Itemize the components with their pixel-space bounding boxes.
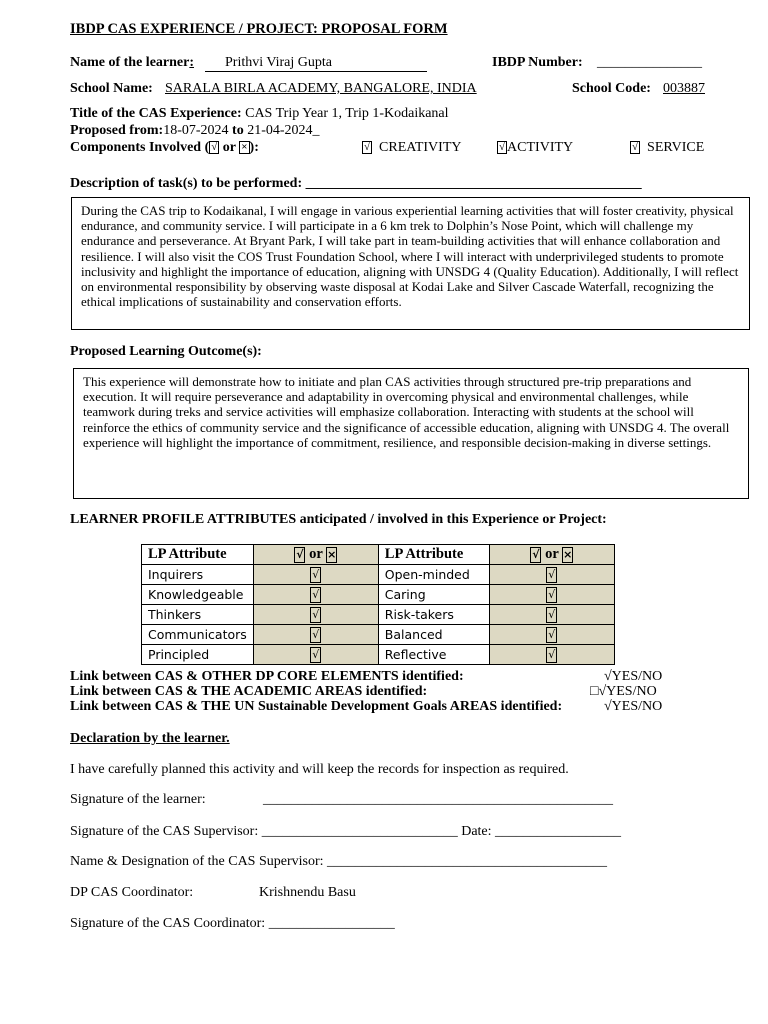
components-label: Components Involved ( √ or × ): bbox=[70, 140, 259, 155]
outcomes-box[interactable] bbox=[73, 368, 749, 499]
coordinator-signature-field[interactable]: __________________ bbox=[268, 916, 395, 931]
lp-attribute-name: Knowledgeable bbox=[142, 585, 254, 605]
date-to: 21-04-2024_ bbox=[247, 123, 320, 138]
description-box[interactable] bbox=[71, 197, 750, 330]
learner-name-value: Prithvi Viraj Gupta bbox=[225, 55, 333, 70]
lp-attribute-name: Inquirers bbox=[142, 565, 254, 585]
lp-header-check: √ or × bbox=[489, 545, 614, 565]
component-activity[interactable]: √ ACTIVITY bbox=[499, 140, 574, 155]
date-field[interactable]: __________________ bbox=[495, 824, 622, 839]
lp-attribute-name: Caring bbox=[378, 585, 489, 605]
date-from: 18-07-2024 bbox=[163, 123, 229, 138]
ibdp-number-blank[interactable]: _______________ bbox=[597, 55, 702, 70]
lp-header-check: √ or × bbox=[253, 545, 378, 565]
lp-attribute-name: Communicators bbox=[142, 625, 254, 645]
coordinator-label: DP CAS Coordinator: bbox=[70, 885, 194, 900]
check-icon: √ bbox=[548, 608, 556, 621]
lp-attribute-name: Balanced bbox=[378, 625, 489, 645]
check-icon: √ bbox=[312, 588, 320, 601]
ibdp-number-label: IBDP Number: bbox=[492, 55, 583, 70]
lp-check-cell[interactable] bbox=[253, 565, 378, 585]
outcomes-label: Proposed Learning Outcome(s): bbox=[70, 344, 262, 359]
lp-row bbox=[142, 585, 615, 605]
lp-check-cell[interactable] bbox=[253, 645, 378, 665]
link-academic-answer[interactable]: □√YES/NO bbox=[590, 684, 657, 699]
learner-signature-label: Signature of the learner: bbox=[70, 792, 206, 807]
lp-check-cell[interactable] bbox=[253, 625, 378, 645]
supervisor-name-field[interactable]: ________________________________________ bbox=[327, 854, 608, 869]
coordinator-name: Krishnendu Basu bbox=[259, 885, 356, 900]
description-label: Description of task(s) to be performed: ________________________________________________ bbox=[70, 176, 642, 191]
check-icon: √ bbox=[312, 648, 320, 661]
check-icon: √ bbox=[312, 628, 320, 641]
declaration-statement: I have carefully planned this activity and will keep the records for inspection as required. bbox=[70, 762, 569, 777]
link-core-label: Link between CAS & OTHER DP CORE ELEMENTS identified: bbox=[70, 669, 464, 684]
school-code-value: 003887 bbox=[663, 81, 705, 96]
lp-attribute-name: Thinkers bbox=[142, 605, 254, 625]
lp-heading: LEARNER PROFILE ATTRIBUTES anticipated / involved in this Experience or Project: bbox=[70, 512, 607, 527]
school-name-value: SARALA BIRLA ACADEMY, BANGALORE, INDIA bbox=[165, 81, 477, 96]
lp-attribute-name: Reflective bbox=[378, 645, 489, 665]
school-name-label: School Name: bbox=[70, 81, 153, 96]
lp-row bbox=[142, 565, 615, 585]
learner-name-label: Name of the learner: bbox=[70, 55, 195, 70]
experience-title-value: CAS Trip Year 1, Trip 1-Kodaikanal bbox=[245, 106, 449, 121]
check-icon: √ bbox=[548, 588, 556, 601]
declaration-heading: Declaration by the learner. bbox=[70, 731, 230, 746]
proposed-dates: Proposed from:18-07-2024 to 21-04-2024_ bbox=[70, 123, 320, 138]
supervisor-name-row: Name & Designation of the CAS Supervisor: ________________________________________ bbox=[70, 854, 608, 869]
experience-title: Title of the CAS Experience: CAS Trip Year 1, Trip 1-Kodaikanal bbox=[70, 106, 449, 121]
lp-header-attr: LP Attribute bbox=[142, 545, 254, 565]
checkbox-icon: √ bbox=[632, 141, 639, 153]
learner-signature-field[interactable]: __________________________________________________ bbox=[263, 792, 613, 807]
coordinator-signature-row: Signature of the CAS Coordinator: __________________ bbox=[70, 916, 395, 931]
outcomes-text: This experience will demonstrate how to initiate and plan CAS activities through structured pre-trip preparations and execution. It will require perseverance and adaptability in overcoming physical and environmental challenges, while teamwork during treks and service activities will emphasize collaboration. Interacting with students at the school will reinforce the ethics of community service and the significance of accessible education, aligning with UNSDG 4. The overall experience will highlight the importance of commitment, resilience, and responsible decision-making in diverse settings. bbox=[83, 374, 730, 450]
form-title: IBDP CAS EXPERIENCE / PROJECT: PROPOSAL FORM bbox=[70, 21, 448, 37]
lp-table bbox=[141, 544, 615, 665]
lp-attribute-name: Risk-takers bbox=[378, 605, 489, 625]
supervisor-signature-row: Signature of the CAS Supervisor: ____________________________ Date: __________________ bbox=[70, 824, 622, 839]
check-icon: √ bbox=[548, 648, 556, 661]
link-sdg-label: Link between CAS & THE UN Sustainable Development Goals AREAS identified: bbox=[70, 699, 563, 714]
checkbox-icon: √ bbox=[499, 141, 506, 153]
check-icon: √ bbox=[312, 608, 320, 621]
check-icon: √ bbox=[211, 141, 218, 153]
lp-row bbox=[142, 625, 615, 645]
lp-header-row bbox=[142, 545, 615, 565]
component-service[interactable]: √ SERVICE bbox=[632, 140, 705, 155]
component-creativity[interactable]: √ CREATIVITY bbox=[364, 140, 462, 155]
lp-attribute-name: Principled bbox=[142, 645, 254, 665]
check-icon: √ bbox=[548, 568, 556, 581]
link-academic-label: Link between CAS & THE ACADEMIC AREAS identified: bbox=[70, 684, 428, 699]
supervisor-signature-field[interactable]: ____________________________ bbox=[261, 824, 458, 839]
learner-name-field[interactable] bbox=[205, 55, 427, 72]
link-sdg-answer[interactable]: √YES/NO bbox=[604, 699, 663, 714]
lp-check-cell[interactable] bbox=[489, 625, 614, 645]
lp-row bbox=[142, 605, 615, 625]
lp-row bbox=[142, 645, 615, 665]
check-icon: √ bbox=[548, 628, 556, 641]
lp-check-cell[interactable] bbox=[489, 645, 614, 665]
checkbox-icon: √ bbox=[364, 141, 371, 153]
lp-check-cell[interactable] bbox=[489, 605, 614, 625]
link-core-answer[interactable]: √YES/NO bbox=[604, 669, 663, 684]
lp-check-cell[interactable] bbox=[489, 565, 614, 585]
cross-icon: × bbox=[241, 141, 248, 153]
description-text: During the CAS trip to Kodaikanal, I will engage in various experiential learning activities that will foster creativity, physical endurance, and community service. I will participate in a 6 km trek to Dolphin’s Nose Point, which will challenge my endurance and perseverance. At Bryant Park, I will take part in team-building activities that will enhance collaboration and resilience. I will also visit the COS Trust Foundation School, where I will interact with underprivileged students to promote inclusivity and highlight the importance of education, aligning with UNSDG 4 (Quality Education). Additionally, I will reflect on environmental responsibility by observing waste disposal at Kodai Lake and Silver Cascade Waterfall, recognizing the ethical implications of sustainability and conservation efforts. bbox=[81, 203, 739, 310]
check-icon: √ bbox=[312, 568, 320, 581]
lp-check-cell[interactable] bbox=[253, 605, 378, 625]
lp-check-cell[interactable] bbox=[489, 585, 614, 605]
school-code-label: School Code: bbox=[572, 81, 651, 96]
lp-attribute-name: Open-minded bbox=[378, 565, 489, 585]
lp-header-attr: LP Attribute bbox=[378, 545, 489, 565]
lp-check-cell[interactable] bbox=[253, 585, 378, 605]
